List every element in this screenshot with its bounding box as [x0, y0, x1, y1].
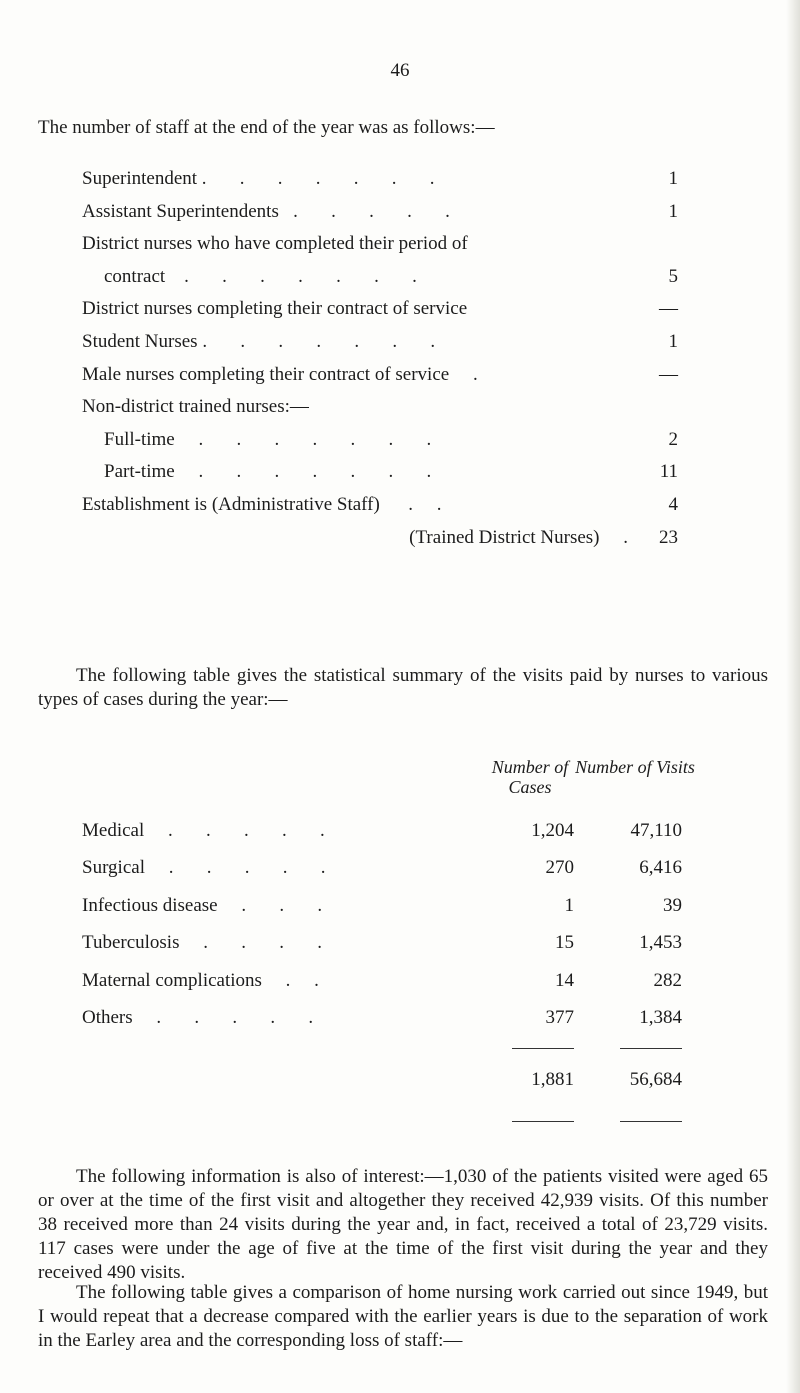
case-type: Medical . . . . .	[82, 820, 325, 841]
case-type: Surgical . . . . .	[82, 857, 326, 878]
total-rule-visits-top	[620, 1048, 682, 1049]
cases-count: 270	[545, 857, 574, 878]
staff-value: 11	[659, 461, 678, 482]
staff-value: 5	[668, 266, 678, 287]
staff-row	[82, 326, 678, 358]
staff-value: —	[659, 364, 678, 385]
staff-label: Establishment is (Administrative Staff) . .	[82, 494, 442, 515]
visits-count: 47,110	[630, 820, 682, 841]
staff-row	[82, 261, 678, 293]
staff-row	[82, 522, 678, 554]
total-visits: 56,684	[629, 1069, 682, 1090]
staff-label: contract . . . . . . .	[104, 266, 417, 287]
staff-label: Superintendent . . . . . . .	[82, 168, 435, 189]
staff-intro: The number of staff at the end of the year was as follows:—	[38, 117, 495, 138]
total-row	[82, 1063, 682, 1097]
staff-row	[82, 489, 678, 521]
staff-label: Male nurses completing their contract of service .	[82, 364, 478, 385]
staff-value: 1	[668, 168, 678, 189]
case-type: Others . . . . .	[82, 1007, 314, 1028]
staff-label: Part-time . . . . . . .	[104, 461, 432, 482]
total-rule-cases-bottom	[512, 1121, 574, 1122]
staff-value: 4	[668, 494, 678, 515]
staff-label: Student Nurses . . . . . . .	[82, 331, 436, 352]
cases-count: 15	[555, 932, 574, 953]
cases-count: 1,204	[531, 820, 574, 841]
total-cases: 1,881	[531, 1069, 574, 1090]
staff-value: 1	[668, 201, 678, 222]
staff-label: District nurses who have completed their period of	[82, 233, 468, 254]
staff-label: Full-time . . . . . . .	[104, 429, 432, 450]
staff-row	[82, 359, 678, 391]
col-header-cases: Number of Cases	[491, 757, 569, 797]
staff-value: —	[659, 298, 678, 319]
visits-count: 6,416	[639, 857, 682, 878]
staff-row	[82, 163, 678, 195]
col-header-visits: Number of Visits	[575, 757, 695, 777]
visits-count: 1,384	[639, 1007, 682, 1028]
staff-row	[82, 424, 678, 456]
cases-count: 1	[564, 895, 574, 916]
staff-row	[82, 456, 678, 488]
total-rule-cases-top	[512, 1048, 574, 1049]
table-row	[82, 814, 682, 848]
table-row	[82, 926, 682, 960]
staff-row	[82, 228, 678, 260]
staff-label: Assistant Superintendents . . . . .	[82, 201, 450, 222]
staff-label: Non-district trained nurses:—	[82, 396, 309, 417]
cases-count: 14	[555, 970, 574, 991]
paragraph-interest: The following information is also of interest:—1,030 of the patients visited were aged 65 or over at the time of the first visit and altogether they received 42,939 visits. Of this number 38 received more than 24 visits during the year and, in fact, received a total of 23,729 visits. 117 cases were under the age of five at the time of the first visit during the year and they received 490 visits.	[38, 1166, 768, 1283]
staff-value: 23	[659, 527, 678, 548]
staff-row	[82, 391, 678, 423]
case-type: Maternal complications . .	[82, 970, 319, 991]
staff-value: 2	[668, 429, 678, 450]
table-row	[82, 964, 682, 998]
staff-label: District nurses completing their contract of service	[82, 298, 468, 319]
staff-row	[82, 293, 678, 325]
staff-row	[82, 196, 678, 228]
page-number: 46	[390, 60, 410, 81]
table-row	[82, 1001, 682, 1035]
staff-label: (Trained District Nurses) .	[409, 527, 628, 548]
total-rule-visits-bottom	[620, 1121, 682, 1122]
cases-count: 377	[545, 1007, 574, 1028]
visits-count: 1,453	[639, 932, 682, 953]
page-edge-shadow	[786, 0, 800, 1393]
paragraph-comparison: The following table gives a comparison of home nursing work carried out since 1949, but I would repeat that a decrease compared with the earlier years is due to the separation of work in the Earley area and the corresponding loss of staff:—	[38, 1282, 768, 1351]
case-type: Tuberculosis . . . .	[82, 932, 322, 953]
visits-count: 39	[663, 895, 682, 916]
visits-count: 282	[653, 970, 682, 991]
case-type: Infectious disease . . .	[82, 895, 323, 916]
staff-value: 1	[668, 331, 678, 352]
table-row	[82, 889, 682, 923]
summary-intro: The following table gives the statistical summary of the visits paid by nurses to various types of cases during the year:—	[38, 665, 768, 710]
table-row	[82, 851, 682, 885]
